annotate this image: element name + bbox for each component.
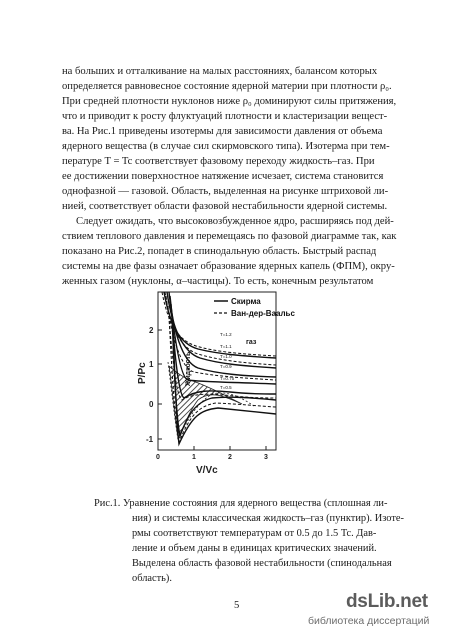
isotherm-figure xyxy=(137,286,295,481)
isotherm-label: T=1.1 xyxy=(220,344,232,349)
text-line: пературе T = Tc соответствует фазовому переходу жидкость–газ. При xyxy=(62,156,375,167)
text-line: нией, соответствует области фазовой нестабильности ядерной системы. xyxy=(62,201,388,212)
text-line: системы на две фазы означает образование ядерных капель (ФПМ), окру- xyxy=(62,261,395,272)
caption-line: Выделена область фазовой нестабильности (спинодальная xyxy=(132,558,392,569)
gas-region-label: газ xyxy=(246,339,257,346)
x-tick-label: 1 xyxy=(192,454,196,461)
watermark-subtitle: библиотека диссертаций xyxy=(308,615,430,627)
text-line: показано на Рис.2, попадет в спинодальную область. Быстрый распад xyxy=(62,246,377,257)
caption-line: область). xyxy=(132,573,172,584)
caption-line: ление и объем даны в единицах критических значений. xyxy=(132,543,377,554)
liquid-region-label: Жидкость xyxy=(185,351,192,386)
caption-line: Рис.1. Уравнение состояния для ядерного вещества (сплошная ли- xyxy=(94,498,388,509)
x-tick-label: 2 xyxy=(228,454,232,461)
isotherm-label: T=1.0 xyxy=(220,354,232,359)
x-tick-label: 0 xyxy=(156,454,160,461)
text-line: что и приводит к росту флуктуаций плотности и кластеризации вещест- xyxy=(62,111,388,122)
text-line: ствием теплового давления и перемещаясь по фазовой диаграмме так, как xyxy=(62,231,397,242)
isotherm-label: T=0.75 xyxy=(220,376,235,381)
y-tick-label: 1 xyxy=(149,360,154,369)
text-line: определяется равновесное состояние ядерной материи при плотности ρ₀. xyxy=(62,81,392,92)
isotherm-label: T=0.9 xyxy=(220,364,232,369)
isotherm-label: T=0.5 xyxy=(220,385,232,390)
y-tick-label: 2 xyxy=(149,326,154,335)
isotherm-label: T=1.2 xyxy=(220,332,232,337)
text-line: женных газом (нуклоны, α–частицы). То есть, конечным результатом xyxy=(62,276,374,287)
page-number: 5 xyxy=(234,600,240,611)
watermark[interactable] xyxy=(306,591,446,631)
text-line: ее достижении поверхностное натяжение исчезает, система становится xyxy=(62,171,384,182)
text-line: ва. На Рис.1 приведены изотермы для зависимости давления от объема xyxy=(62,126,383,137)
y-tick-label: 0 xyxy=(149,400,154,409)
watermark-logo[interactable]: dsLib.net xyxy=(346,591,428,612)
text-line: на больших и отталкивание на малых расстояниях, балансом которых xyxy=(62,66,378,77)
text-line: однофазной — газовой. Область, выделенная на рисунке штриховой ли- xyxy=(62,186,389,197)
text-line: Следует ожидать, что высоковозбужденное ядро, расширяясь под дей- xyxy=(76,216,394,227)
caption-line: ния) и системы классическая жидкость–газ (пунктир). Изоте- xyxy=(132,513,404,524)
y-tick-label: -1 xyxy=(146,435,154,444)
caption-line: рмы соответствуют температурам от 0.5 до 1.5 Tc. Дав- xyxy=(132,528,377,539)
legend-solid-label: Скирма xyxy=(231,297,261,306)
text-line: При средней плотности нуклонов ниже ρ₀ доминируют силы притяжения, xyxy=(62,96,397,107)
x-axis-label: V/Vc xyxy=(196,465,218,476)
legend-dashed-label: Ван-дер-Ваальс xyxy=(231,309,295,318)
x-tick-label: 3 xyxy=(264,454,268,461)
y-axis-label: P/Pc xyxy=(137,362,148,384)
text-line: ядерного вещества (в случае сил скирмовского типа). Изотерма при тем- xyxy=(62,141,390,152)
